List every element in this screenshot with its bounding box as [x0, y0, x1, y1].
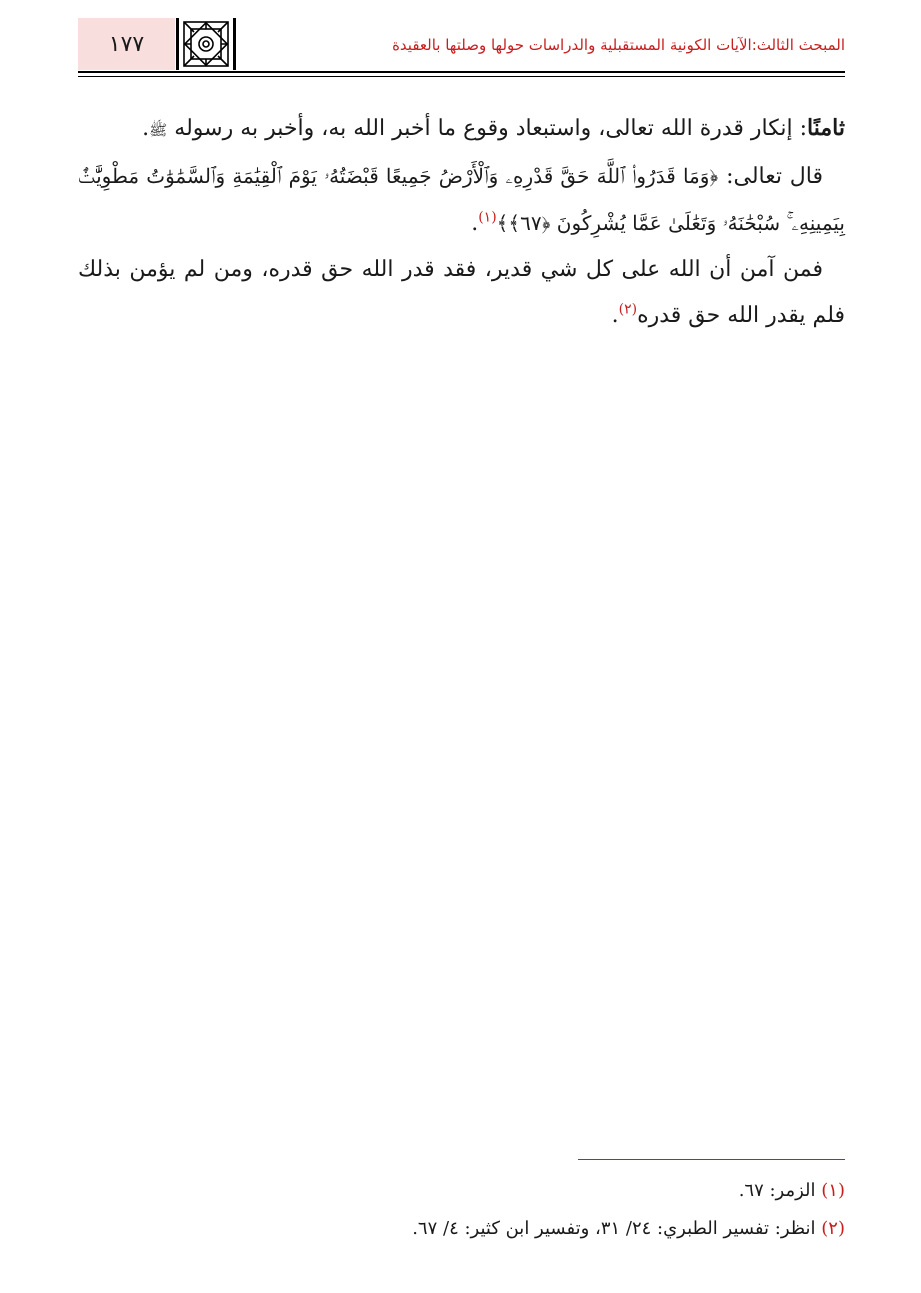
- punctuation: .: [142, 116, 150, 141]
- salawat-glyph: ﷺ: [149, 121, 168, 139]
- footnote-marker: (٢): [821, 1218, 845, 1239]
- punctuation: .: [611, 303, 619, 328]
- page-header: [78, 18, 845, 70]
- footnote-item: [78, 1172, 845, 1210]
- paragraph-text: فمن آمن أن الله على كل شي قدير، فقد قدر الله حق قدره، ومن لم يؤمن بذلك فلم يقدر الله حق قدره: [78, 257, 845, 328]
- point-label: ثامنًا: [807, 115, 845, 141]
- punctuation: .: [471, 211, 479, 236]
- footnote-item: [78, 1210, 845, 1248]
- ornament-icon: [176, 18, 236, 70]
- verse-intro: قال تعالى:: [718, 164, 823, 189]
- paragraph-text: : إنكار قدرة الله تعالى، واستبعاد وقوع ما أخبر الله به، وأخبر به رسوله: [174, 116, 808, 141]
- footnote-text: الزمر: ٦٧.: [738, 1180, 822, 1201]
- page-number-box: [78, 18, 175, 70]
- footnotes: [78, 1172, 845, 1248]
- header-divider: [78, 71, 845, 73]
- main-text: [78, 105, 845, 339]
- header-divider-thin: [78, 76, 845, 77]
- footnote-ref-1[interactable]: (١): [478, 209, 497, 226]
- footnote-text: انظر: تفسير الطبري: ٢٤/ ٣١، وتفسير ابن كثير: ٤/ ٦٧.: [412, 1218, 822, 1239]
- paragraph-quran-verse: [78, 153, 845, 247]
- footnote-marker: (١): [821, 1180, 845, 1201]
- footnote-divider: [578, 1159, 845, 1160]
- paragraph-eighth-point: [78, 105, 845, 153]
- chapter-title: المبحث الثالث:الآيات الكونية المستقبلية والدراسات حولها وصلتها بالعقيدة: [392, 36, 845, 54]
- paragraph-conclusion: [78, 247, 845, 339]
- quran-verse: ﴿وَمَا قَدَرُوا۟ ٱللَّهَ حَقَّ قَدْرِهِۦ وَٱلْأَرْضُ جَمِيعًا قَبْضَتُهُۥ يَوْمَ ٱلْقِيَٰمَةِ وَٱلسَّمَٰوَٰتُ مَطْوِيَّٰتٌۢ بِيَمِينِهِۦ ۚ سُبْحَٰنَهُۥ وَتَعَٰلَىٰ عَمَّا يُشْرِكُونَ ﴿٦٧﴾﴾: [78, 164, 845, 235]
- footnote-ref-2[interactable]: (٢): [618, 301, 638, 318]
- page-number: ١٧٧: [108, 31, 145, 57]
